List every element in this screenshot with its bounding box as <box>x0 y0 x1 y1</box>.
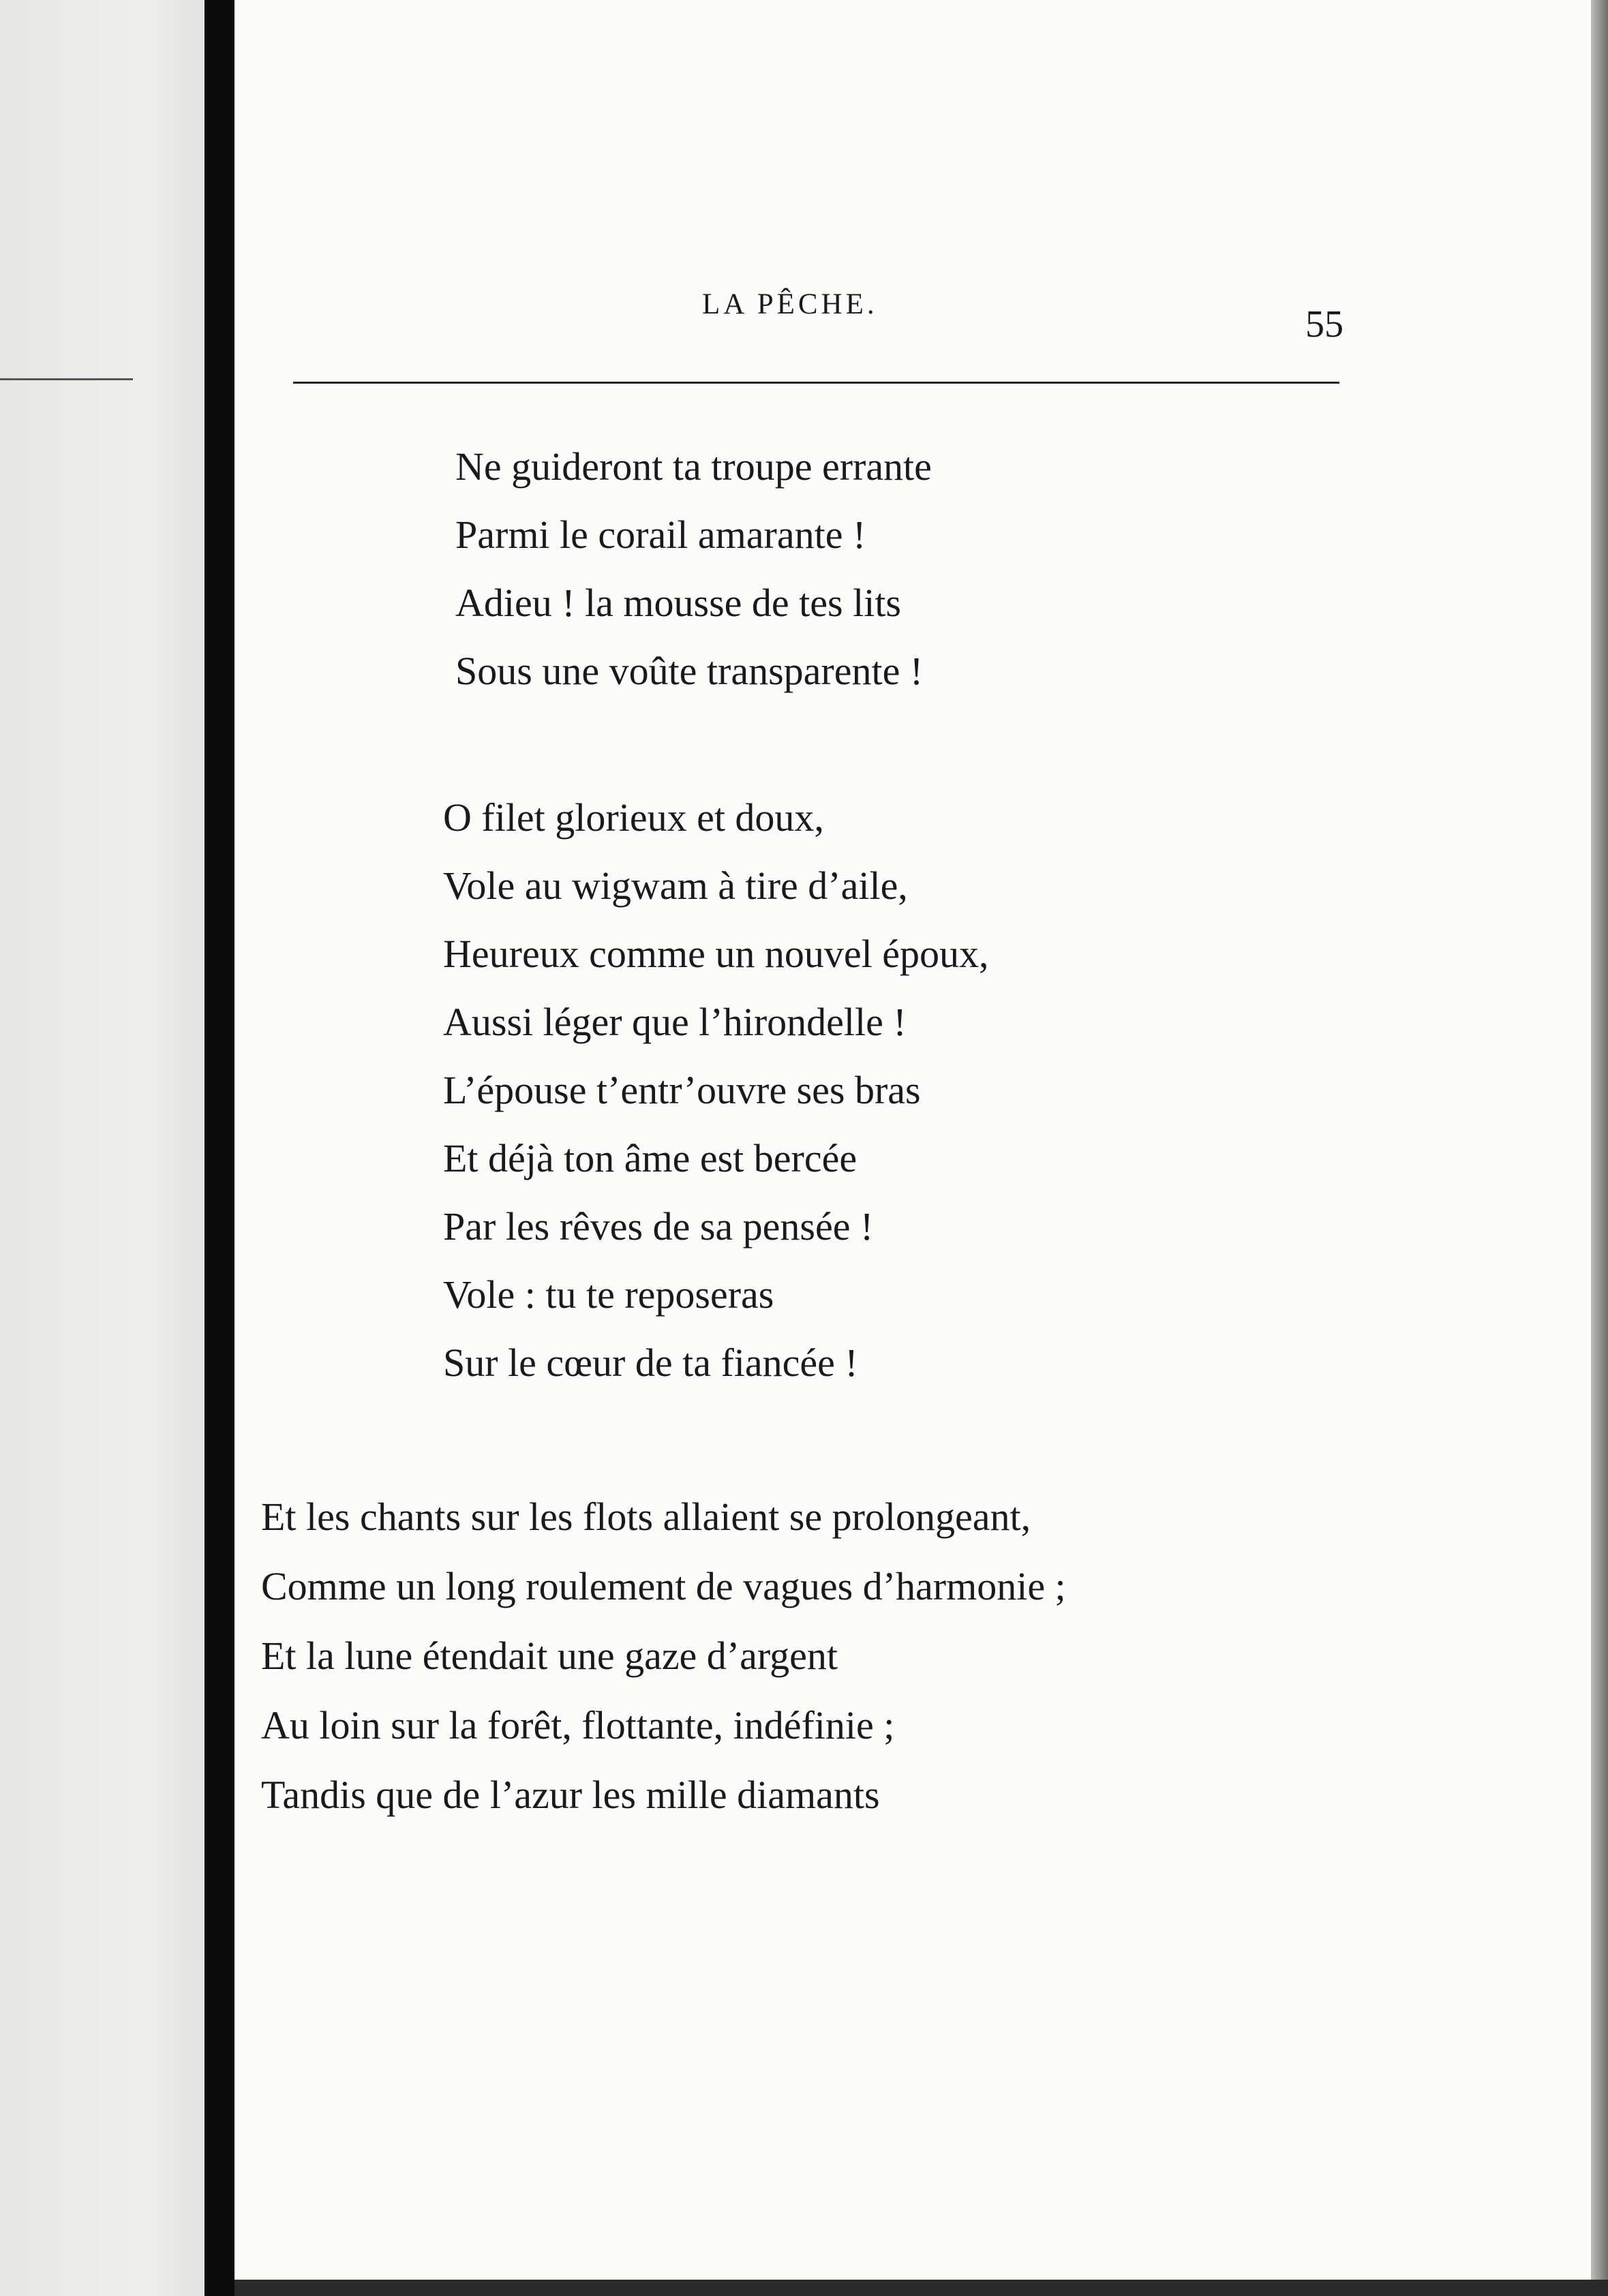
facing-page-edge <box>0 0 204 2296</box>
stanza-2 <box>443 784 989 1397</box>
verse-line: Vole au wigwam à tire d’aile, <box>443 863 908 908</box>
verse-line: Et les chants sur les flots allaient se prolongeant, <box>261 1495 1031 1539</box>
verse-line: Tandis que de l’azur les mille diamants <box>261 1773 880 1817</box>
page-number: 55 <box>1305 303 1344 346</box>
book-gutter <box>204 0 234 2296</box>
page-right-edge <box>1591 0 1608 2296</box>
verse-line: Sous une voûte transparente ! <box>455 649 924 693</box>
verse-line: O filet glorieux et doux, <box>443 795 824 840</box>
facing-page-rule <box>0 378 133 380</box>
verse-line: Sur le cœur de ta fiancée ! <box>443 1341 858 1385</box>
verse-line: Vole : tu te reposeras <box>443 1272 774 1317</box>
running-title: LA PÊCHE. <box>702 288 878 320</box>
verse-line: Heureux comme un nouvel époux, <box>443 932 989 976</box>
verse-line: Par les rêves de sa pensée ! <box>443 1204 874 1249</box>
verse-line: Aussi léger que l’hirondelle ! <box>443 1000 907 1044</box>
verse-line: L’épouse t’entr’ouvre ses bras <box>443 1068 921 1112</box>
verse-line: Et la lune étendait une gaze d’argent <box>261 1634 838 1678</box>
verse-line: Comme un long roulement de vagues d’harmonie ; <box>261 1564 1066 1608</box>
header-rule <box>293 382 1339 384</box>
page-bottom-edge <box>234 2280 1608 2296</box>
verse-line: Adieu ! la mousse de tes lits <box>455 581 902 625</box>
stanza-3 <box>261 1482 1066 1830</box>
verse-line: Ne guideront ta troupe errante <box>455 444 932 489</box>
verse-line: Au loin sur la forêt, flottante, indéfinie ; <box>261 1703 895 1747</box>
verse-line: Parmi le corail amarante ! <box>455 512 866 557</box>
verse-line: Et déjà ton âme est bercée <box>443 1136 858 1180</box>
stanza-1 <box>455 433 932 705</box>
